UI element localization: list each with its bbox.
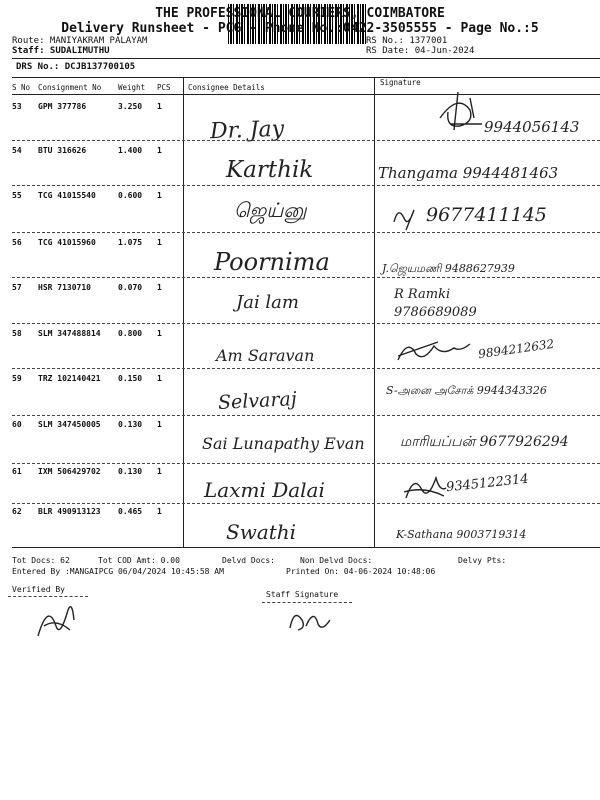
signature-handwriting: R Ramki 9786689089 [394, 287, 477, 320]
staff-signature-scribble [284, 602, 334, 636]
column-divider-consignee [183, 77, 184, 547]
row-consignment: IXM 506429702 [38, 467, 101, 476]
row-weight: 0.150 [118, 374, 143, 383]
printed-on: Printed On: 04-06-2024 10:48:06 [286, 567, 436, 576]
row-pcs: 1 [157, 420, 162, 429]
consignee-handwriting: Am Saravan [216, 346, 315, 365]
signature-handwriting: 9677411145 [426, 204, 547, 226]
row-weight: 0.600 [118, 191, 143, 200]
row-pcs: 1 [157, 374, 162, 383]
row-weight: 1.400 [118, 146, 143, 155]
row-divider [12, 140, 600, 141]
row-sno: 55 [12, 191, 22, 200]
column-divider-signature [374, 77, 375, 547]
non-delivered-docs: Non Delvd Docs: [300, 556, 373, 565]
signature-scribble [430, 88, 486, 136]
company-name: THE PROFESSIONAL COURIERS, COIMBATORE [155, 6, 445, 21]
row-weight: 3.250 [118, 102, 143, 111]
row-divider [12, 415, 600, 416]
row-pcs: 1 [157, 191, 162, 200]
drs-number: DRS No.: DCJB137700105 [16, 62, 136, 72]
row-divider [12, 463, 600, 464]
signature-scribble [388, 200, 422, 232]
rs-date: RS Date: 04-Jun-2024 [366, 46, 475, 56]
row-sno: 53 [12, 102, 22, 111]
row-consignment: SLM 347488814 [38, 329, 101, 338]
row-pcs: 1 [157, 102, 162, 111]
total-docs: Tot Docs: 62 [12, 556, 70, 565]
row-pcs: 1 [157, 283, 162, 292]
row-consignment: HSR 7130710 [38, 283, 91, 292]
delivery-points: Delvy Pts: [458, 556, 507, 565]
column-header-weight: Weight [118, 83, 146, 92]
runsheet-title: Delivery Runsheet - PCG - Phone No.:0422-3505555 - Page No.:5 [61, 21, 539, 36]
row-divider [12, 277, 600, 278]
row-consignment: BLR 490913123 [38, 507, 101, 516]
rule-header-bottom [12, 94, 600, 95]
row-divider [12, 323, 600, 324]
signature-handwriting: J.ஜெயமணி 9488627939 [382, 262, 515, 275]
signature-handwriting: Thangama 9944481463 [378, 164, 559, 182]
staff-label: Staff: SUDALIMUTHU [12, 46, 110, 56]
row-sno: 61 [12, 467, 22, 476]
total-cod-amount: Tot COD Amt: 0.00 [98, 556, 180, 565]
row-sno: 59 [12, 374, 22, 383]
row-pcs: 1 [157, 238, 162, 247]
row-sno: 56 [12, 238, 22, 247]
row-sno: 60 [12, 420, 22, 429]
row-consignment: BTU 316626 [38, 146, 87, 155]
row-sno: 62 [12, 507, 22, 516]
row-weight: 0.130 [118, 420, 143, 429]
signature-scribble [394, 336, 474, 366]
row-consignment: TCG 41015540 [38, 191, 96, 200]
row-sno: 54 [12, 146, 22, 155]
row-consignment: TCG 41015960 [38, 238, 96, 247]
row-weight: 0.465 [118, 507, 143, 516]
consignee-handwriting: Swathi [226, 520, 297, 544]
route-label: Route: MANIYAKRAM PALAYAM [12, 36, 148, 46]
row-divider [12, 368, 600, 369]
consignee-handwriting: Poornima [214, 248, 330, 276]
rule-table-bottom [12, 547, 600, 548]
rs-number: RS No.: 1377001 [366, 36, 448, 46]
verified-by-label: Verified By [12, 585, 65, 594]
verifier-signature-scribble [30, 596, 80, 642]
consignee-handwriting: Sai Lunapathy Evan [202, 434, 365, 453]
entered-by: Entered By :MANGAIPCG 06/04/2024 10:45:58 AM [12, 567, 224, 576]
row-weight: 0.800 [118, 329, 143, 338]
column-header-sno: S No [12, 83, 31, 92]
signature-handwriting: 9345122314 [445, 471, 530, 496]
row-pcs: 1 [157, 507, 162, 516]
row-weight: 1.075 [118, 238, 143, 247]
consignee-handwriting: Laxmi Dalai [204, 478, 325, 502]
consignee-handwriting: Jai lam [236, 292, 299, 313]
rule-header-top [12, 77, 600, 78]
rule-top [12, 58, 600, 59]
row-sno: 57 [12, 283, 22, 292]
consignee-handwriting: Dr. Jay [209, 116, 285, 145]
row-pcs: 1 [157, 146, 162, 155]
signature-handwriting: 9894212632 [477, 336, 555, 362]
consignee-handwriting: Karthik [226, 157, 314, 183]
row-consignment: GPM 377786 [38, 102, 87, 111]
column-header-signature: Signature [380, 78, 421, 87]
row-consignment: TRZ 102140421 [38, 374, 101, 383]
signature-handwriting: 9944056143 [484, 118, 580, 136]
row-weight: 0.130 [118, 467, 143, 476]
row-sno: 58 [12, 329, 22, 338]
row-divider [12, 503, 600, 504]
row-pcs: 1 [157, 329, 162, 338]
row-consignment: SLM 347450005 [38, 420, 101, 429]
column-header-consignee: Consignee Details [188, 83, 265, 92]
staff-signature-label: Staff Signature [266, 590, 339, 599]
consignee-handwriting: Selvaraj [217, 387, 298, 415]
column-header-consignment: Consignment No [38, 83, 102, 92]
row-weight: 0.070 [118, 283, 143, 292]
signature-handwriting: S-அனை அசோக் 9944343326 [386, 384, 547, 397]
signature-handwriting: K-Sathana 9003719314 [396, 528, 527, 541]
signature-scribble [400, 470, 450, 504]
row-divider [12, 232, 600, 233]
delivered-docs: Delvd Docs: [222, 556, 275, 565]
column-header-pcs: PCS [157, 83, 171, 92]
signature-handwriting: மாரியப்பன் 9677926294 [400, 434, 569, 450]
row-divider [12, 185, 600, 186]
row-pcs: 1 [157, 467, 162, 476]
consignee-handwriting: ஜெய்னு [234, 198, 307, 222]
